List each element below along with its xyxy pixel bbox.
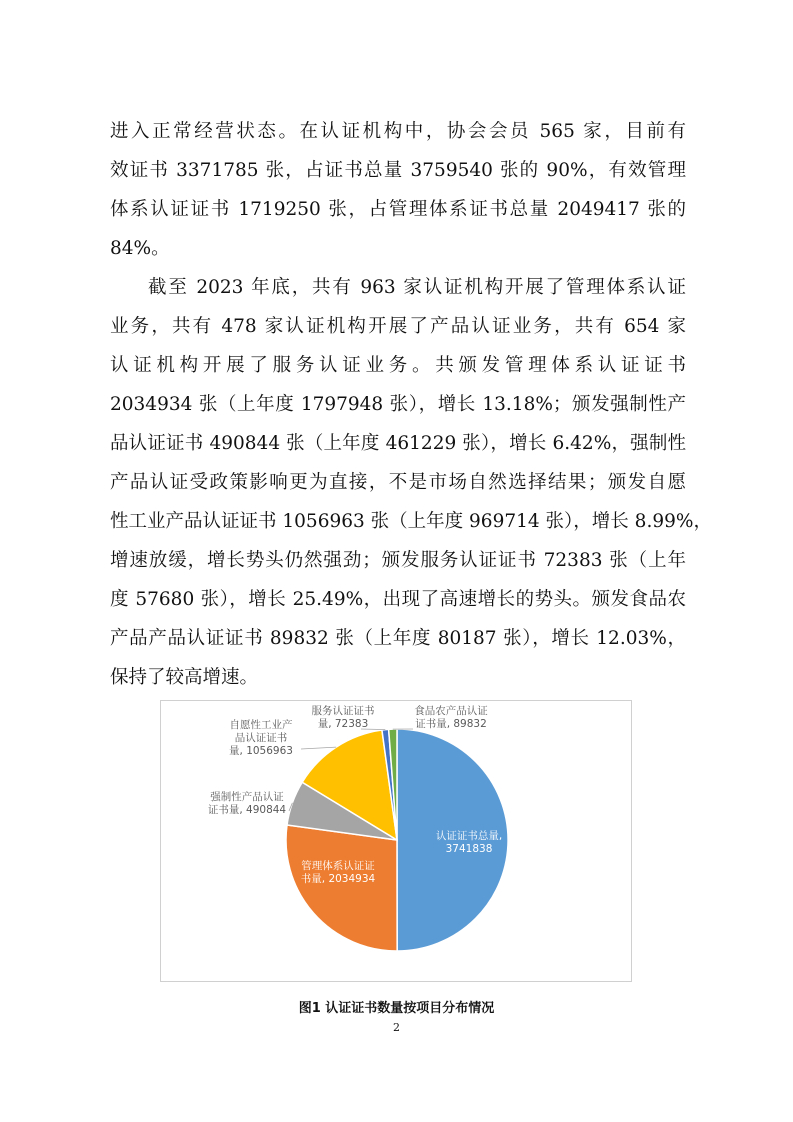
label-voluntary [219,719,303,758]
body-line-15: 保持了较高增速。 [110,667,259,688]
label-management-line-1: 管理体系认证证 [301,860,375,872]
body-line-5: 截至 2023 年底，共有 963 家认证机构开展了管理体系认证 [148,277,686,298]
pie-chart [160,700,632,982]
body-line-1: 进入正常经营状态。在认证机构中，协会会员 565 家，目前有 [110,121,686,142]
label-total [419,830,519,856]
label-food [403,705,499,731]
slice-voluntary-leader-line [301,747,336,749]
label-voluntary-line-3: 量, 1056963 [229,745,293,757]
label-food-line-2: 证书量, 89832 [415,718,487,730]
label-compulsory [195,791,299,817]
label-service-line-1: 服务认证证书 [311,705,375,717]
body-line-2: 效证书 3371785 张，占证书总量 3759540 张的 90%，有效管理 [110,160,686,181]
label-compulsory-line-2: 证书量, 490844 [207,804,287,816]
label-food-line-1: 食品农产品认证 [414,705,488,717]
figure-caption: 图1 认证证书数量按项目分布情况 [298,1001,495,1016]
body-line-12: 增速放缓，增长势头仍然强劲；颁发服务认证证书 72383 张（上年 [110,550,686,571]
label-total-line-1: 认证证书总量, [435,830,503,842]
label-voluntary-line-2: 品认证证书 [234,732,288,744]
label-service-line-2: 量, 72383 [317,718,369,730]
page-number: 2 [393,1021,400,1034]
body-line-10: 产品认证受政策影响更为直接，不是市场自然选择结果；颁发自愿 [110,472,686,493]
label-management [288,860,388,886]
label-total-line-2: 3741838 [445,843,493,855]
body-line-3: 体系认证证书 1719250 张，占管理体系证书总量 2049417 张的 [110,199,686,220]
body-line-6: 业务，共有 478 家认证机构开展了产品认证业务，共有 654 家 [110,316,686,337]
body-line-14: 产品产品认证证书 89832 张（上年度 80187 张），增长 12.03%， [110,628,686,649]
body-line-4: 84%。 [110,238,170,259]
label-service [303,705,383,731]
label-compulsory-line-1: 强制性产品认证 [210,791,284,803]
body-line-7: 认证机构开展了服务认证业务。共颁发管理体系认证证书 [110,355,686,376]
body-line-9: 品认证证书 490844 张（上年度 461229 张），增长 6.42%，强制性 [110,433,686,454]
slice-management [286,825,397,951]
body-line-11: 性工业产品认证证书 1056963 张（上年度 969714 张），增长 8.99%， [110,511,712,532]
label-voluntary-line-1: 自愿性工业产 [229,719,293,731]
body-line-8: 2034934 张（上年度 1797948 张），增长 13.18%；颁发强制性产 [110,394,686,415]
label-management-line-2: 书量, 2034934 [300,873,376,885]
body-line-13: 度 57680 张），增长 25.49%，出现了高速增长的势头。颁发食品农 [110,589,686,610]
